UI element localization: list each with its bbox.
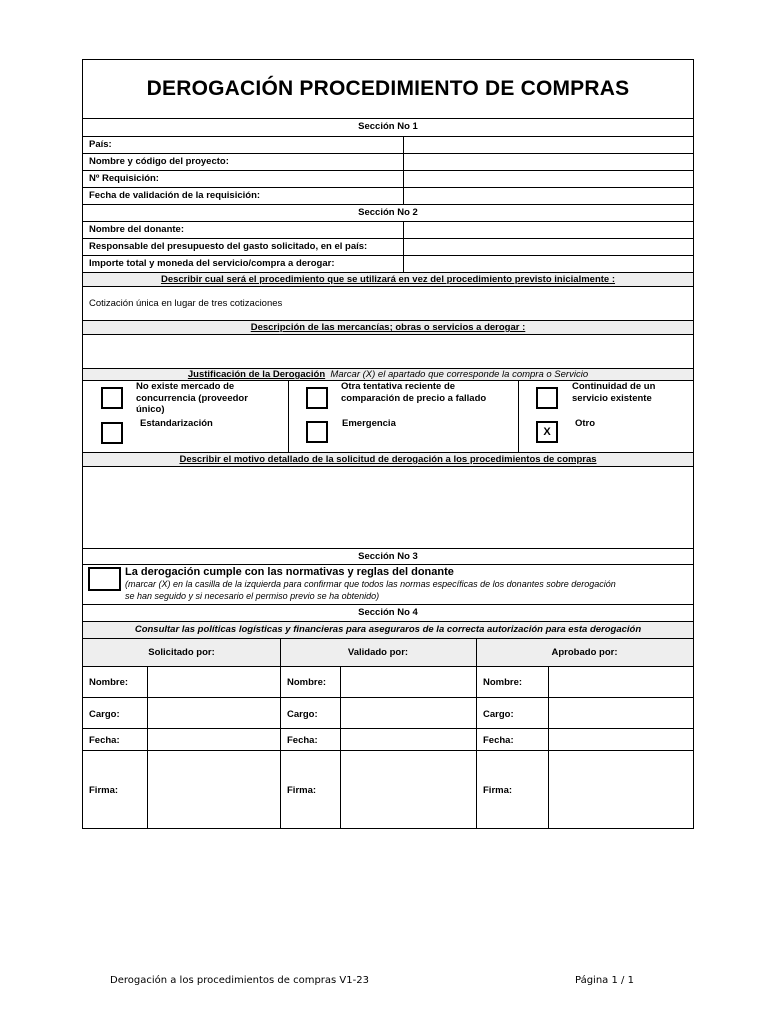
column-requested-by: Solicitado por: xyxy=(148,647,215,658)
goods-box[interactable] xyxy=(83,334,693,368)
signature-header-row xyxy=(83,638,693,666)
field-label-amount: Importe total y moneda del servicio/compra a derogar: xyxy=(89,258,335,269)
section1-heading xyxy=(83,118,693,136)
section3-heading xyxy=(83,548,693,564)
field-label-project: Nombre y código del proyecto: xyxy=(89,156,229,167)
divider xyxy=(403,171,404,187)
validated-date-label: Fecha: xyxy=(287,735,318,746)
section2-heading-text: Sección No 2 xyxy=(358,207,418,218)
form-title: DEROGACIÓN PROCEDIMIENTO DE COMPRAS xyxy=(146,77,630,100)
field-row-requisition xyxy=(83,170,693,187)
signature-row-signature xyxy=(83,750,693,828)
donor-compliance-note-2: se han seguido y si necesario el permiso previo se ha obtenido) xyxy=(125,591,380,601)
footer-document-title: Derogación a los procedimientos de compras V1-23 xyxy=(110,975,369,986)
checkbox-service-continuity[interactable] xyxy=(536,387,558,409)
divider xyxy=(403,137,404,153)
checkbox-no-market[interactable] xyxy=(101,387,123,409)
field-row-budget-holder xyxy=(83,238,693,255)
option-label-failed-comparison: Otra tentativa reciente de comparación de precio a fallado xyxy=(341,381,487,404)
section1-heading-text: Sección No 1 xyxy=(358,121,418,132)
divider xyxy=(518,381,519,452)
motive-box[interactable] xyxy=(83,466,693,548)
validated-name-label: Nombre: xyxy=(287,677,327,688)
checkbox-failed-comparison[interactable] xyxy=(306,387,328,409)
option-label-service-continuity: Continuidad de un servicio existente xyxy=(572,381,656,404)
option-label-standardization: Estandarización xyxy=(140,418,213,429)
divider xyxy=(403,239,404,255)
justification-heading-text: Justificación de la Derogación xyxy=(187,369,326,380)
procedure-heading xyxy=(83,272,693,286)
field-label-donor: Nombre del donante: xyxy=(89,224,185,235)
field-row-project xyxy=(83,153,693,170)
field-label-requisition: Nº Requisición: xyxy=(89,173,159,184)
requested-signature-label: Firma: xyxy=(89,785,119,796)
justification-heading xyxy=(83,368,693,380)
authorization-instruction xyxy=(83,621,693,638)
approved-name-label: Nombre: xyxy=(483,677,523,688)
field-label-validation-date: Fecha de validación de la requisición: xyxy=(89,190,261,201)
donor-compliance-note-1: (marcar (X) en la casilla de la izquierda para confirmar que todos las normas específicas de los donantes sobre derogación xyxy=(125,579,616,589)
section4-heading-text: Sección No 4 xyxy=(358,607,418,618)
section3-heading-text: Sección No 3 xyxy=(358,551,418,562)
motive-heading-text: Describir el motivo detallado de la solicitud de derogación a los procedimientos de compras xyxy=(179,454,597,465)
checkbox-donor-compliance[interactable] xyxy=(88,567,121,591)
requested-position-label: Cargo: xyxy=(89,709,120,720)
signature-row-date xyxy=(83,728,693,750)
divider xyxy=(403,188,404,204)
footer-page-number: Página 1 / 1 xyxy=(575,975,634,986)
divider xyxy=(288,381,289,452)
field-label-country: País: xyxy=(89,139,112,150)
goods-heading-text: Descripción de las mercancías; obras o servicios a derogar : xyxy=(250,322,526,333)
checkbox-standardization[interactable] xyxy=(101,422,123,444)
approved-position-label: Cargo: xyxy=(483,709,514,720)
validated-position-label: Cargo: xyxy=(287,709,318,720)
justification-hint: Marcar (X) el apartado que corresponde la compra o Servicio xyxy=(330,369,589,380)
column-approved-by: Aprobado por: xyxy=(551,647,618,658)
procedure-box[interactable] xyxy=(83,286,693,320)
signature-row-name xyxy=(83,666,693,697)
field-row-validation-date xyxy=(83,187,693,204)
validated-signature-label: Firma: xyxy=(287,785,317,796)
option-label-emergency: Emergencia xyxy=(342,418,396,429)
checkbox-other[interactable]: X xyxy=(536,421,558,443)
motive-heading xyxy=(83,452,693,466)
donor-compliance-row xyxy=(83,564,693,604)
donor-compliance-label: La derogación cumple con las normativas y reglas del donante xyxy=(125,566,454,578)
checkbox-emergency[interactable] xyxy=(306,421,328,443)
authorization-instruction-text: Consultar las políticas logísticas y financieras para aseguraros de la correcta autorización para esta derogación xyxy=(134,624,642,635)
justification-options xyxy=(83,380,693,452)
option-label-no-market: No existe mercado de concurrencia (proveedor único) xyxy=(136,381,248,415)
field-row-amount xyxy=(83,255,693,272)
divider xyxy=(403,154,404,170)
goods-heading xyxy=(83,320,693,334)
divider xyxy=(403,222,404,238)
divider xyxy=(403,256,404,272)
section4-heading xyxy=(83,604,693,621)
procedure-value: Cotización única en lugar de tres cotizaciones xyxy=(89,298,283,309)
signature-row-position xyxy=(83,697,693,728)
approved-signature-label: Firma: xyxy=(483,785,513,796)
field-label-budget-holder: Responsable del presupuesto del gasto solicitado, en el país: xyxy=(89,241,368,252)
option-label-other: Otro xyxy=(575,418,596,429)
derogation-form xyxy=(82,59,694,829)
section2-heading xyxy=(83,204,693,221)
field-row-donor xyxy=(83,221,693,238)
procedure-heading-text: Describir cual será el procedimiento que se utilizará en vez del procedimiento previsto inicialmente : xyxy=(160,274,616,285)
column-validated-by: Validado por: xyxy=(347,647,409,658)
requested-name-label: Nombre: xyxy=(89,677,129,688)
field-row-country xyxy=(83,136,693,153)
requested-date-label: Fecha: xyxy=(89,735,120,746)
approved-date-label: Fecha: xyxy=(483,735,514,746)
